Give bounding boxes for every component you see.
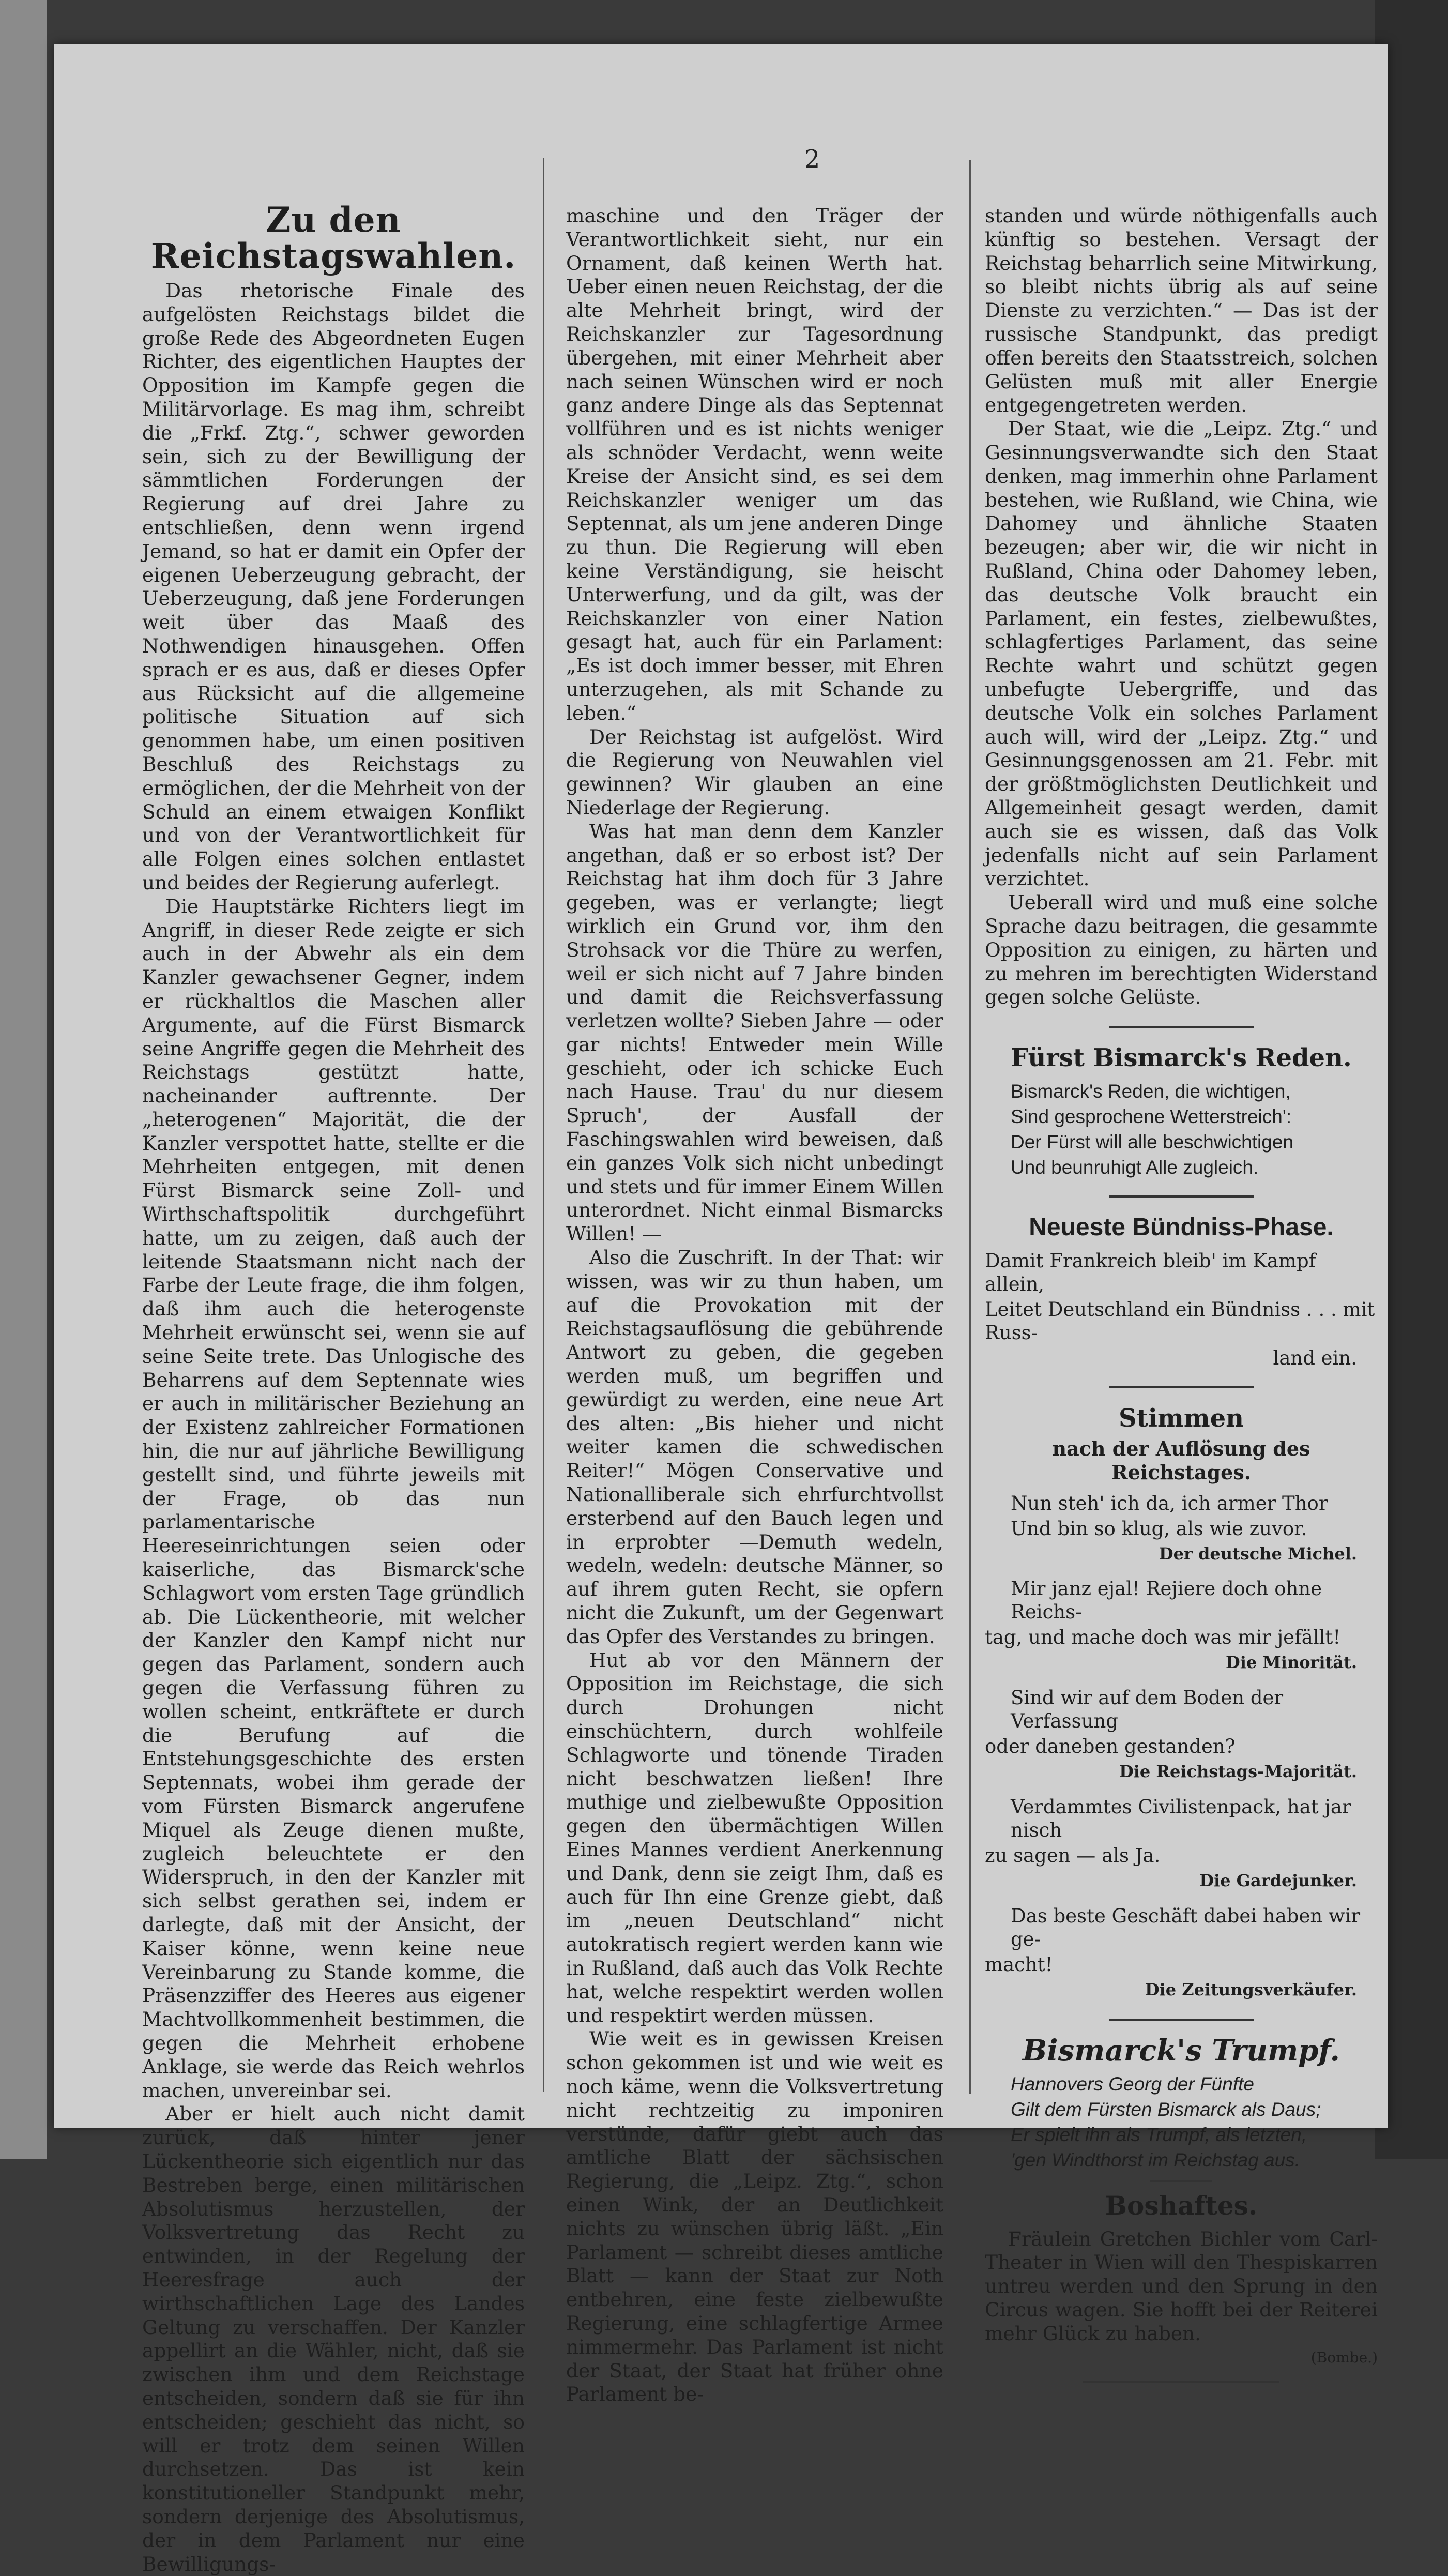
box-title: Boshaftes.: [1105, 2190, 1258, 2221]
article-paragraph: Ueberall wird und muß eine solche Sprache dazu beitragen, die gesammte Opposition zu einigen, zu härten und zu mehren im berechtigten Widerstand gegen solche Gelüste.: [985, 891, 1378, 1009]
closing-divider: [1083, 2381, 1279, 2383]
verse-line: Und beunruhigt Alle zugleich.: [1011, 1157, 1259, 1178]
article-paragraph: Was hat man denn dem Kanzler angethan, daß er so erbost ist? Der Reichstag hat ihm doch für 3 Jahre gegeben, was er verlangte; liegt wirklich ein Grund vor, ihm den Strohsack vor die Thüre zu werfen, weil er sich nicht auf 7 Jahre binden und damit die Reichsverfassung verletzen wollte? Sieben Jahre — oder gar nichts! Entweder mein Wille geschieht, oder ich schicke Euch nach Hause. Trau' du nur diesem Spruch', der Ausfall der Faschingswahlen wird beweisen, daß ein ganzes Volk sich nicht unbedingt und stets und für immer Einem Willen unterordnet. Nicht einmal Bismarcks Willen! —: [566, 820, 943, 1246]
column-rule-2: [969, 160, 971, 2094]
column-3: [985, 204, 1378, 2398]
verse-line: land ein.: [1273, 1347, 1357, 1370]
box-title: Stimmen: [1118, 1404, 1244, 1433]
verse-line: 'gen Windthorst im Reichstag aus.: [1011, 2149, 1300, 2171]
verse-line: oder daneben gestanden?: [985, 1735, 1236, 1758]
signature: Die Reichstags-Majorität.: [1119, 1762, 1357, 1782]
verse-line: Gilt dem Fürsten Bismarck als Daus;: [1011, 2098, 1321, 2120]
box-buendniss-phase: [985, 1213, 1378, 1370]
box-bismarck-trumpf: [985, 2033, 1378, 2172]
newspaper-page: [54, 44, 1388, 2575]
verse-line: zu sagen — als Ja.: [985, 1844, 1161, 1867]
signature: Die Gardejunker.: [1199, 1871, 1357, 1891]
article-paragraph: Der Reichstag ist aufgelöst. Wird die Regierung von Neuwahlen viel gewinnen? Wir glauben an eine Niederlage der Regierung.: [566, 725, 943, 819]
article-paragraph: Die Hauptstärke Richters liegt im Angriff, in dieser Rede zeigte er sich auch in der Abwehr als ein dem Kanzler gewachsener Gegner, indem er rückhaltlos die Maschen aller Argumente, auf die Fürst Bismarck seine Angriffe gegen die Mehrheit des Reichstags gestützt hatte, nacheinander auftrennte. Der „heterogenen“ Majorität, die der Kanzler verspottet hatte, stellte er die Mehrheiten entgegen, mit denen Fürst Bismarck seine Zoll- und Wirthschaftspolitik durchgeführt hatte, um zu zeigen, daß auch der leitende Staatsmann nicht nach der Farbe der Leute frage, die ihm folgen, daß ihm auch die heterogenste Mehrheit erwünscht sei, wenn sie auf seine Seite trete. Das Unlogische des Beharrens auf dem Septennate wies er auch in militärischer Beziehung an der Existenz zahlreicher Formationen hin, die nur auf jährliche Bewilligung gestellt sind, und führte jeweils mit der Frage, ob das nun parlamentarische Heereseinrichtungen seien oder kaiserliche, das Bismarck'sche Schlagwort vom ersten Tage gründlich ab. Die Lückentheorie, mit welcher der Kanzler den Kampf nicht nur gegen das Parlament, sondern auch gegen die Verfassung führen zu wollen scheint, entkräftete er durch die Berufung auf die Entstehungsgeschichte des ersten Septennats, wobei ihm gerade der vom Fürsten Bismarck angerufene Miquel als Zeuge dienen mußte, zugleich beleuchtete er den Widerspruch, in den der Kanzler mit sich selbst gerathen sei, indem er darlegte, daß mit der Ansicht, der Kaiser könne, wenn keine neue Vereinbarung zu Stande komme, die Präsenzziffer des Heeres aus eigener Machtvollkommenheit bestimmen, die gegen die Mehrheit erhobene Anklage, sie werde das Reich wehrlos machen, unvereinbar sei.: [142, 895, 525, 2102]
verse-line: Sind gesprochene Wetterstreich':: [1011, 1106, 1292, 1128]
verse-line: Und bin so klug, als wie zuvor.: [1011, 1517, 1307, 1540]
verse-line: Er spielt ihn als Trumpf, als letzten,: [1011, 2124, 1307, 2145]
article-paragraph: Also die Zuschrift. In der That: wir wissen, was wir zu thun haben, um auf die Provokation mit der Reichstagsauflösung die gebührende Antwort zu geben, die gegeben werden muß, um begriffen und gewürdigt zu werden, eine neue Art des alten: „Bis hieher und nicht weiter kamen die schwedischen Reiter!“ Mögen Conservative und Nationalliberale sich ehrfurchtvollst ersterbend auf den Bauch legen und in erprobter —Demuth wedeln, wedeln, wedeln: deutsche Männer, so auf ihrem guten Recht, sie opfern nicht die Zukunft, um der Gegenwart das Opfer des Verstandes zu bringen.: [566, 1246, 943, 1648]
verse-line: Hannovers Georg der Fünfte: [1011, 2073, 1254, 2095]
verse-line: Mir janz ejal! Rejiere doch ohne Reichs-: [1011, 1578, 1322, 1624]
article-paragraph: Hut ab vor den Männern der Opposition im Reichstage, die sich durch Drohungen nicht einschüchtern, durch wohlfeile Schlagworte und tönende Tiraden nicht beschwatzen ließen! Ihre muthige und zielbewußte Opposition gegen den übermächtigen Willen Eines Mannes verdient Anerkennung und Dank, denn sie zeigt Ihm, daß es auch für Ihn eine Grenze giebt, daß im „neuen Deutschland“ nicht autokratisch regiert werden kann wie in Rußland, daß auch das Volk Rechte hat, welche respektirt werden wollen und respektirt werden müssen.: [566, 1648, 943, 2027]
box-bismarck-reden: [985, 1043, 1378, 1179]
article-paragraph: Das rhetorische Finale des aufgelösten Reichstags bildet die große Rede des Abgeordneten Eugen Richter, des eigentlichen Hauptes der Opposition im Kampfe gegen die Militärvorlage. Es mag ihm, schreibt die „Frkf. Ztg.“, schwer geworden sein, sich zu der Bewilligung der sämmtlichen Forderungen der Regierung auf drei Jahre zu entschließen, denn wenn irgend Jemand, so hat er damit ein Opfer der eigenen Ueberzeugung gebracht, der Ueberzeugung, daß jene Forderungen weit über das Maaß des Nothwendigen hinausgehen. Offen sprach er es aus, daß er dieses Opfer aus Rücksicht auf die allgemeine politische Situation auf sich genommen habe, um einen positiven Beschluß des Reichstags zu ermöglichen, der die Mehrheit von der Schuld an einem etwaigen Konflikt und von der Verantwortlichkeit für alle Folgen eines solchen entlastet und beides der Regierung auferlegt.: [142, 279, 525, 894]
section-divider: [1109, 2019, 1254, 2021]
verse-line: Leitet Deutschland ein Bündniss . . . mit Russ-: [985, 1298, 1375, 1344]
verse-line: Damit Frankreich bleib' im Kampf allein,: [985, 1250, 1316, 1296]
section-divider: [1109, 1386, 1254, 1388]
article-paragraph: maschine und den Träger der Verantwortlichkeit sieht, nur ein Ornament, daß keinen Werth hat. Ueber einen neuen Reichstag, der die alte Mehrheit bringt, wird der Reichskanzler zur Tagesordnung übergehen, mit einer Mehrheit aber nach seinen Wünschen wird er noch ganz andere Dinge als das Septennat vollführen und es ist nichts weniger als schnöder Verdacht, wenn weite Kreise der Ansicht sind, es sei dem Reichskanzler weniger um das Septennat, als um jene anderen Dinge zu thun. Die Regierung will eben keine Verständigung, sie heischt Unterwerfung, und da gilt, was der Reichskanzler von einer Nation gesagt hat, auch für ein Parlament: „Es ist doch immer besser, mit Ehren unterzugehen, als mit Schande zu leben.“: [566, 204, 943, 724]
box-stimmen: [985, 1404, 1378, 2002]
column-2: [566, 204, 943, 2406]
article-paragraph: Wie weit es in gewissen Kreisen schon gekommen ist und wie weit es noch käme, wenn die Volksvertretung nicht rechtzeitig zu imponiren verstünde, dafür giebt auch das amtliche Blatt der sächsischen Regierung, die „Leipz. Ztg.“, schon einen Wink, der an Deutlichkeit nichts zu wünschen übrig läßt. „Ein Parlament — schreibt dieses amtliche Blatt — kann der Staat zur Noth entbehren, eine feste zielbewußte Regierung, eine schlagfertige Armee nimmermehr. Das Parlament ist nicht der Staat, der Staat hat früher ohne Parlament be-: [566, 2027, 943, 2406]
verse-line: tag, und mache doch was mir jefällt!: [985, 1626, 1341, 1649]
column-rule-1: [543, 158, 544, 2092]
section-divider: [1109, 1026, 1254, 1028]
signature: Der deutsche Michel.: [1159, 1543, 1357, 1564]
signature: Die Zeitungsverkäufer.: [1145, 1979, 1357, 1999]
article-paragraph: standen und würde nöthigenfalls auch künftig so bestehen. Versagt der Reichstag beharrlich seine Mitwirkung, so bleibt nichts übrig als auf seine Dienste zu verzichten.“ — Das ist der russische Standpunkt, das predigt offen bereits den Staatsstreich, solchen Gelüsten muß mit aller Energie entgegengetreten werden.: [985, 204, 1378, 417]
section-divider: [1150, 2180, 1212, 2182]
verse-line: Nun steh' ich da, ich armer Thor: [1011, 1492, 1328, 1514]
box-title: Neueste Bündniss-Phase.: [1029, 1214, 1334, 1241]
scan-background-left: [0, 0, 47, 2159]
box-text: Fräulein Gretchen Bichler vom Carl-Theater in Wien will den Thespiskarren untreu werden und den Sprung in den Circus wagen. Sie hofft bei der Reiterei mehr Glück zu haben.: [985, 2227, 1378, 2345]
box-title: Bismarck's Trumpf.: [1022, 2033, 1340, 2068]
verse-line: macht!: [985, 1953, 1053, 1976]
page-number: 2: [804, 145, 820, 174]
verse-line: Der Fürst will alle beschwichtigen: [1011, 1131, 1293, 1153]
signature: Die Minorität.: [1225, 1653, 1357, 1673]
source-note: (Bombe.): [1310, 2348, 1378, 2366]
verse-line: Das beste Geschäft dabei haben wir ge-: [1011, 1904, 1361, 1950]
verse-line: Bismarck's Reden, die wichtigen,: [1011, 1081, 1291, 1102]
verse-line: Sind wir auf dem Boden der Verfassung: [1011, 1687, 1284, 1733]
box-subtitle: nach der Auflösung des Reichstages.: [1052, 1437, 1310, 1484]
article-headline: Zu den Reichstagswahlen.: [150, 200, 516, 276]
article-paragraph: Der Staat, wie die „Leipz. Ztg.“ und Gesinnungsverwandte sich den Staat denken, mag immerhin ohne Parlament bestehen, wie Rußland, wie China, wie Dahomey und ähnliche Staaten bezeugen; aber wir, die wir nicht in Rußland, China oder Dahomey leben, das deutsche Volk braucht ein Parlament, ein festes, zielbewußtes, schlagfertiges Parlament, das seine Rechte wahrt und schützt gegen unbefugte Uebergriffe, und das deutsche Volk ein solches Parlament auch will, wird der „Leipz. Ztg.“ und Gesinnungsgenossen am 21. Febr. mit der größtmöglichsten Deutlichkeit und Allgemeinheit gesagt werden, damit auch sie es wissen, daß das Volk jedenfalls nicht auf sein Parlament verzichtet.: [985, 417, 1378, 890]
box-boshaftes: [985, 2191, 1378, 2370]
column-1: [142, 202, 525, 2576]
section-divider: [1109, 1195, 1254, 1198]
verse-line: Verdammtes Civilistenpack, hat jar nisch: [1011, 1796, 1351, 1842]
box-title: Fürst Bismarck's Reden.: [1011, 1043, 1352, 1073]
article-paragraph: Aber er hielt auch nicht damit zurück, daß hinter jener Lückentheorie sich eigentlich nur das Bestreben berge, einen militärischen Absolutismus herzustellen, der Volksvertretung das Recht zu entwinden, in der Regelung der Heeresfrage auch der wirthschaftlichen Lage des Landes Geltung zu verschaffen. Der Kanzler appellirt an die Wähler, nicht, daß sie zwischen ihm und dem Reichstage entscheiden, sondern daß sie für ihn entscheiden; geschieht das nicht, so will er trotz dem seinen Willen durchsetzen. Das ist kein konstitutioneller Standpunkt mehr, sondern derjenige des Absolutismus, der in dem Parlament nur eine Bewilligungs-: [142, 2102, 525, 2575]
